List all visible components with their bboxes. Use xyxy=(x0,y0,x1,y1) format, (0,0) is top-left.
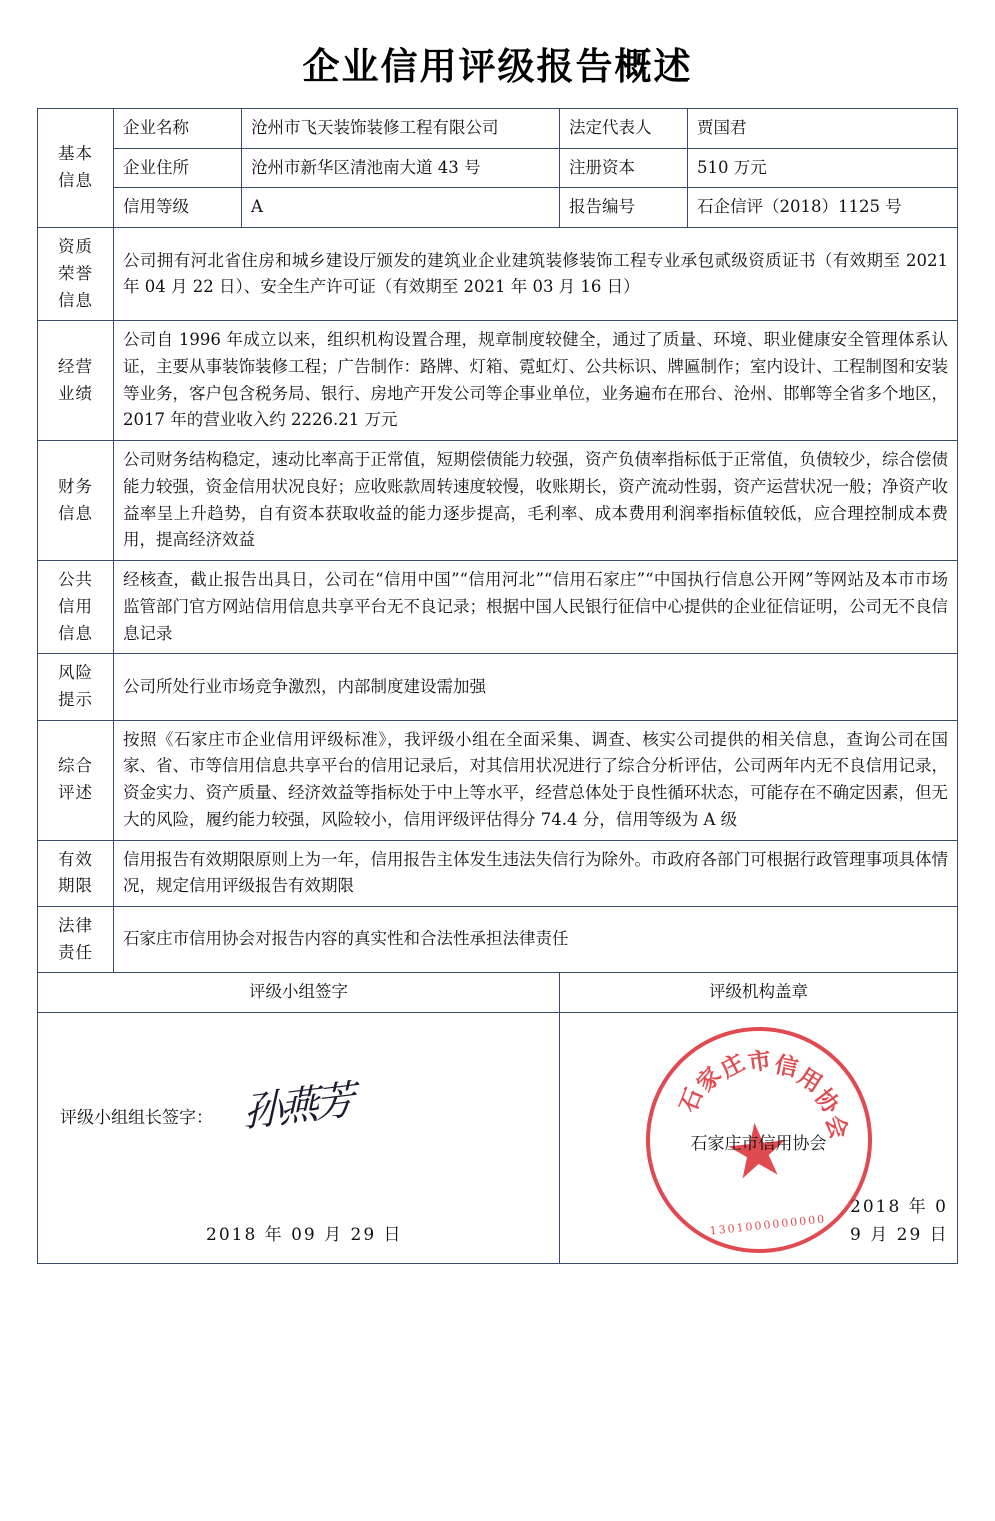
row-label-finance xyxy=(38,441,114,561)
row-label-qualification-line2: 荣誉 xyxy=(58,263,93,283)
public-credit-text: 经核查，截止报告出具日，公司在“信用中国”“信用河北”“信用石家庄”“中国执行信息公开网”等网站及本市市场监管部门官方网站信用信息共享平台无不良记录；根据中国人民银行征信中心提供的企业征信证明，公司无不良信息记录 xyxy=(114,561,958,654)
row-label-risk-line2: 提示 xyxy=(58,689,93,709)
legal-rep-label: 法定代表人 xyxy=(560,109,688,149)
row-label-legal-line1: 法律 xyxy=(58,915,93,935)
address-label: 企业住所 xyxy=(114,148,242,188)
signature-leader-label: 评级小组组长签字： xyxy=(60,1108,213,1129)
row-label-qualification-line1: 资质 xyxy=(58,237,93,257)
row-label-summary-line2: 评述 xyxy=(58,783,93,803)
capital-label: 注册资本 xyxy=(560,148,688,188)
legal-rep-value: 贾国君 xyxy=(688,109,958,149)
row-label-qualification-line3: 信息 xyxy=(58,290,93,310)
table-row-risk xyxy=(38,654,958,720)
row-label-basic xyxy=(38,109,114,228)
row-label-legal-line2: 责任 xyxy=(58,942,93,962)
signature-left-cell xyxy=(38,1013,560,1264)
seal-ring-text: 石 家 庄 市 信 用 协 会 xyxy=(674,1046,853,1143)
company-name-value: 沧州市飞天装饰装修工程有限公司 xyxy=(242,109,560,149)
row-label-operation xyxy=(38,321,114,441)
page-title: 企业信用评级报告概述 xyxy=(302,44,693,88)
table-row-operation xyxy=(38,321,958,441)
row-label-public-credit-line3: 信息 xyxy=(58,623,93,643)
row-label-operation-line1: 经营 xyxy=(58,357,93,377)
seal-bottom-code: 1301000000000 xyxy=(708,1212,827,1238)
credit-level-value: A xyxy=(242,188,560,228)
signature-right-header: 评级机构盖章 xyxy=(560,973,958,1013)
row-label-public-credit-line1: 公共 xyxy=(58,570,93,590)
row-label-basic-line1: 基本 xyxy=(58,144,93,164)
row-label-risk xyxy=(38,654,114,720)
table-row-public-credit xyxy=(38,561,958,654)
table-row-qualification xyxy=(38,228,958,321)
credit-rating-report-page xyxy=(0,36,995,1521)
company-name-label: 企业名称 xyxy=(114,109,242,149)
table-row-signature-area xyxy=(38,1013,958,1264)
address-value: 沧州市新华区清池南大道 43 号 xyxy=(242,148,560,188)
row-label-qualification xyxy=(38,228,114,321)
table-row-basic-1 xyxy=(38,109,958,149)
finance-text: 公司财务结构稳定，速动比率高于正常值，短期偿债能力较强，资产负债率指标低于正常值，负债较少，综合偿债能力较强，资金信用状况良好；应收账款周转速度较慢，收账期长，资产流动性弱，资产运营状况一般；净资产收益率呈上升趋势，自有资本获取收益的能力逐步提高，毛利率、成本费用利润率指标值较低，应合理控制成本费用，提高经济效益 xyxy=(114,441,958,561)
report-table xyxy=(37,108,958,1264)
table-row-validity xyxy=(38,840,958,906)
table-row-basic-3 xyxy=(38,188,958,228)
table-row-basic-2 xyxy=(38,148,958,188)
row-label-basic-line2: 信息 xyxy=(58,171,93,191)
row-label-validity-line2: 期限 xyxy=(58,876,93,896)
row-label-public-credit xyxy=(38,561,114,654)
row-label-validity xyxy=(38,840,114,906)
signature-right-cell xyxy=(560,1013,958,1264)
table-row-legal xyxy=(38,906,958,972)
row-label-validity-line1: 有效 xyxy=(58,849,93,869)
signature-left-date: 2018 年 09 月 29 日 xyxy=(206,1224,403,1245)
row-label-risk-line1: 风险 xyxy=(58,663,93,683)
row-label-summary xyxy=(38,720,114,840)
handwritten-signature: 孙燕芳 xyxy=(242,1077,351,1137)
summary-text: 按照《石家庄市企业信用评级标准》，我评级小组在全面采集、调查、核实公司提供的相关信息，查询公司在国家、省、市等信用信息共享平台的信用记录后，对其信用状况进行了综合分析评估，公司两年内无不良信用记录，资金实力、资产质量、经济效益等指标处于中上等水平，经营总体处于良性循环状态，可能存在不确定因素，但无大的风险，履约能力较强，风险较小，信用评级评估得分 74.4 分，信用等级为 A 级 xyxy=(114,720,958,840)
row-label-operation-line2: 业绩 xyxy=(58,383,93,403)
table-row-summary xyxy=(38,720,958,840)
report-no-value: 石企信评（2018）1125 号 xyxy=(688,188,958,228)
row-label-public-credit-line2: 信用 xyxy=(58,596,93,616)
table-row-signature-header xyxy=(38,973,958,1013)
row-label-finance-line2: 信息 xyxy=(58,503,93,523)
credit-level-label: 信用等级 xyxy=(114,188,242,228)
report-no-label: 报告编号 xyxy=(560,188,688,228)
risk-text: 公司所处行业市场竞争激烈，内部制度建设需加强 xyxy=(114,654,958,720)
signature-left-header: 评级小组签字 xyxy=(38,973,560,1013)
row-label-finance-line1: 财务 xyxy=(58,476,93,496)
validity-text: 信用报告有效期限原则上为一年，信用报告主体发生违法失信行为除外。市政府各部门可根据行政管理事项具体情况，规定信用评级报告有效期限 xyxy=(114,840,958,906)
legal-text: 石家庄市信用协会对报告内容的真实性和合法性承担法律责任 xyxy=(114,906,958,972)
rating-organization-name: 石家庄市信用协会 xyxy=(690,1134,827,1155)
qualification-text: 公司拥有河北省住房和城乡建设厅颁发的建筑业企业建筑装修装饰工程专业承包贰级资质证书（有效期至 2021 年 04 月 22 日）、安全生产许可证（有效期至 2021 年 03 月 16 日） xyxy=(114,228,958,321)
signature-right-date: 2018 年 09 月 29 日 xyxy=(850,1197,949,1245)
row-label-legal xyxy=(38,906,114,972)
table-row-finance xyxy=(38,441,958,561)
row-label-summary-line1: 综合 xyxy=(58,756,93,776)
operation-text: 公司自 1996 年成立以来，组织机构设置合理，规章制度较健全，通过了质量、环境、职业健康安全管理体系认证，主要从事装饰装修工程；广告制作：路牌、灯箱、霓虹灯、公共标识、牌匾制作；室内设计、工程制图和安装等业务，客户包含税务局、银行、房地产开发公司等企事业单位，业务遍布在邢台、沧州、邯郸等全省多个地区，2017 年的营业收入约 2226.21 万元 xyxy=(114,321,958,441)
capital-value: 510 万元 xyxy=(688,148,958,188)
